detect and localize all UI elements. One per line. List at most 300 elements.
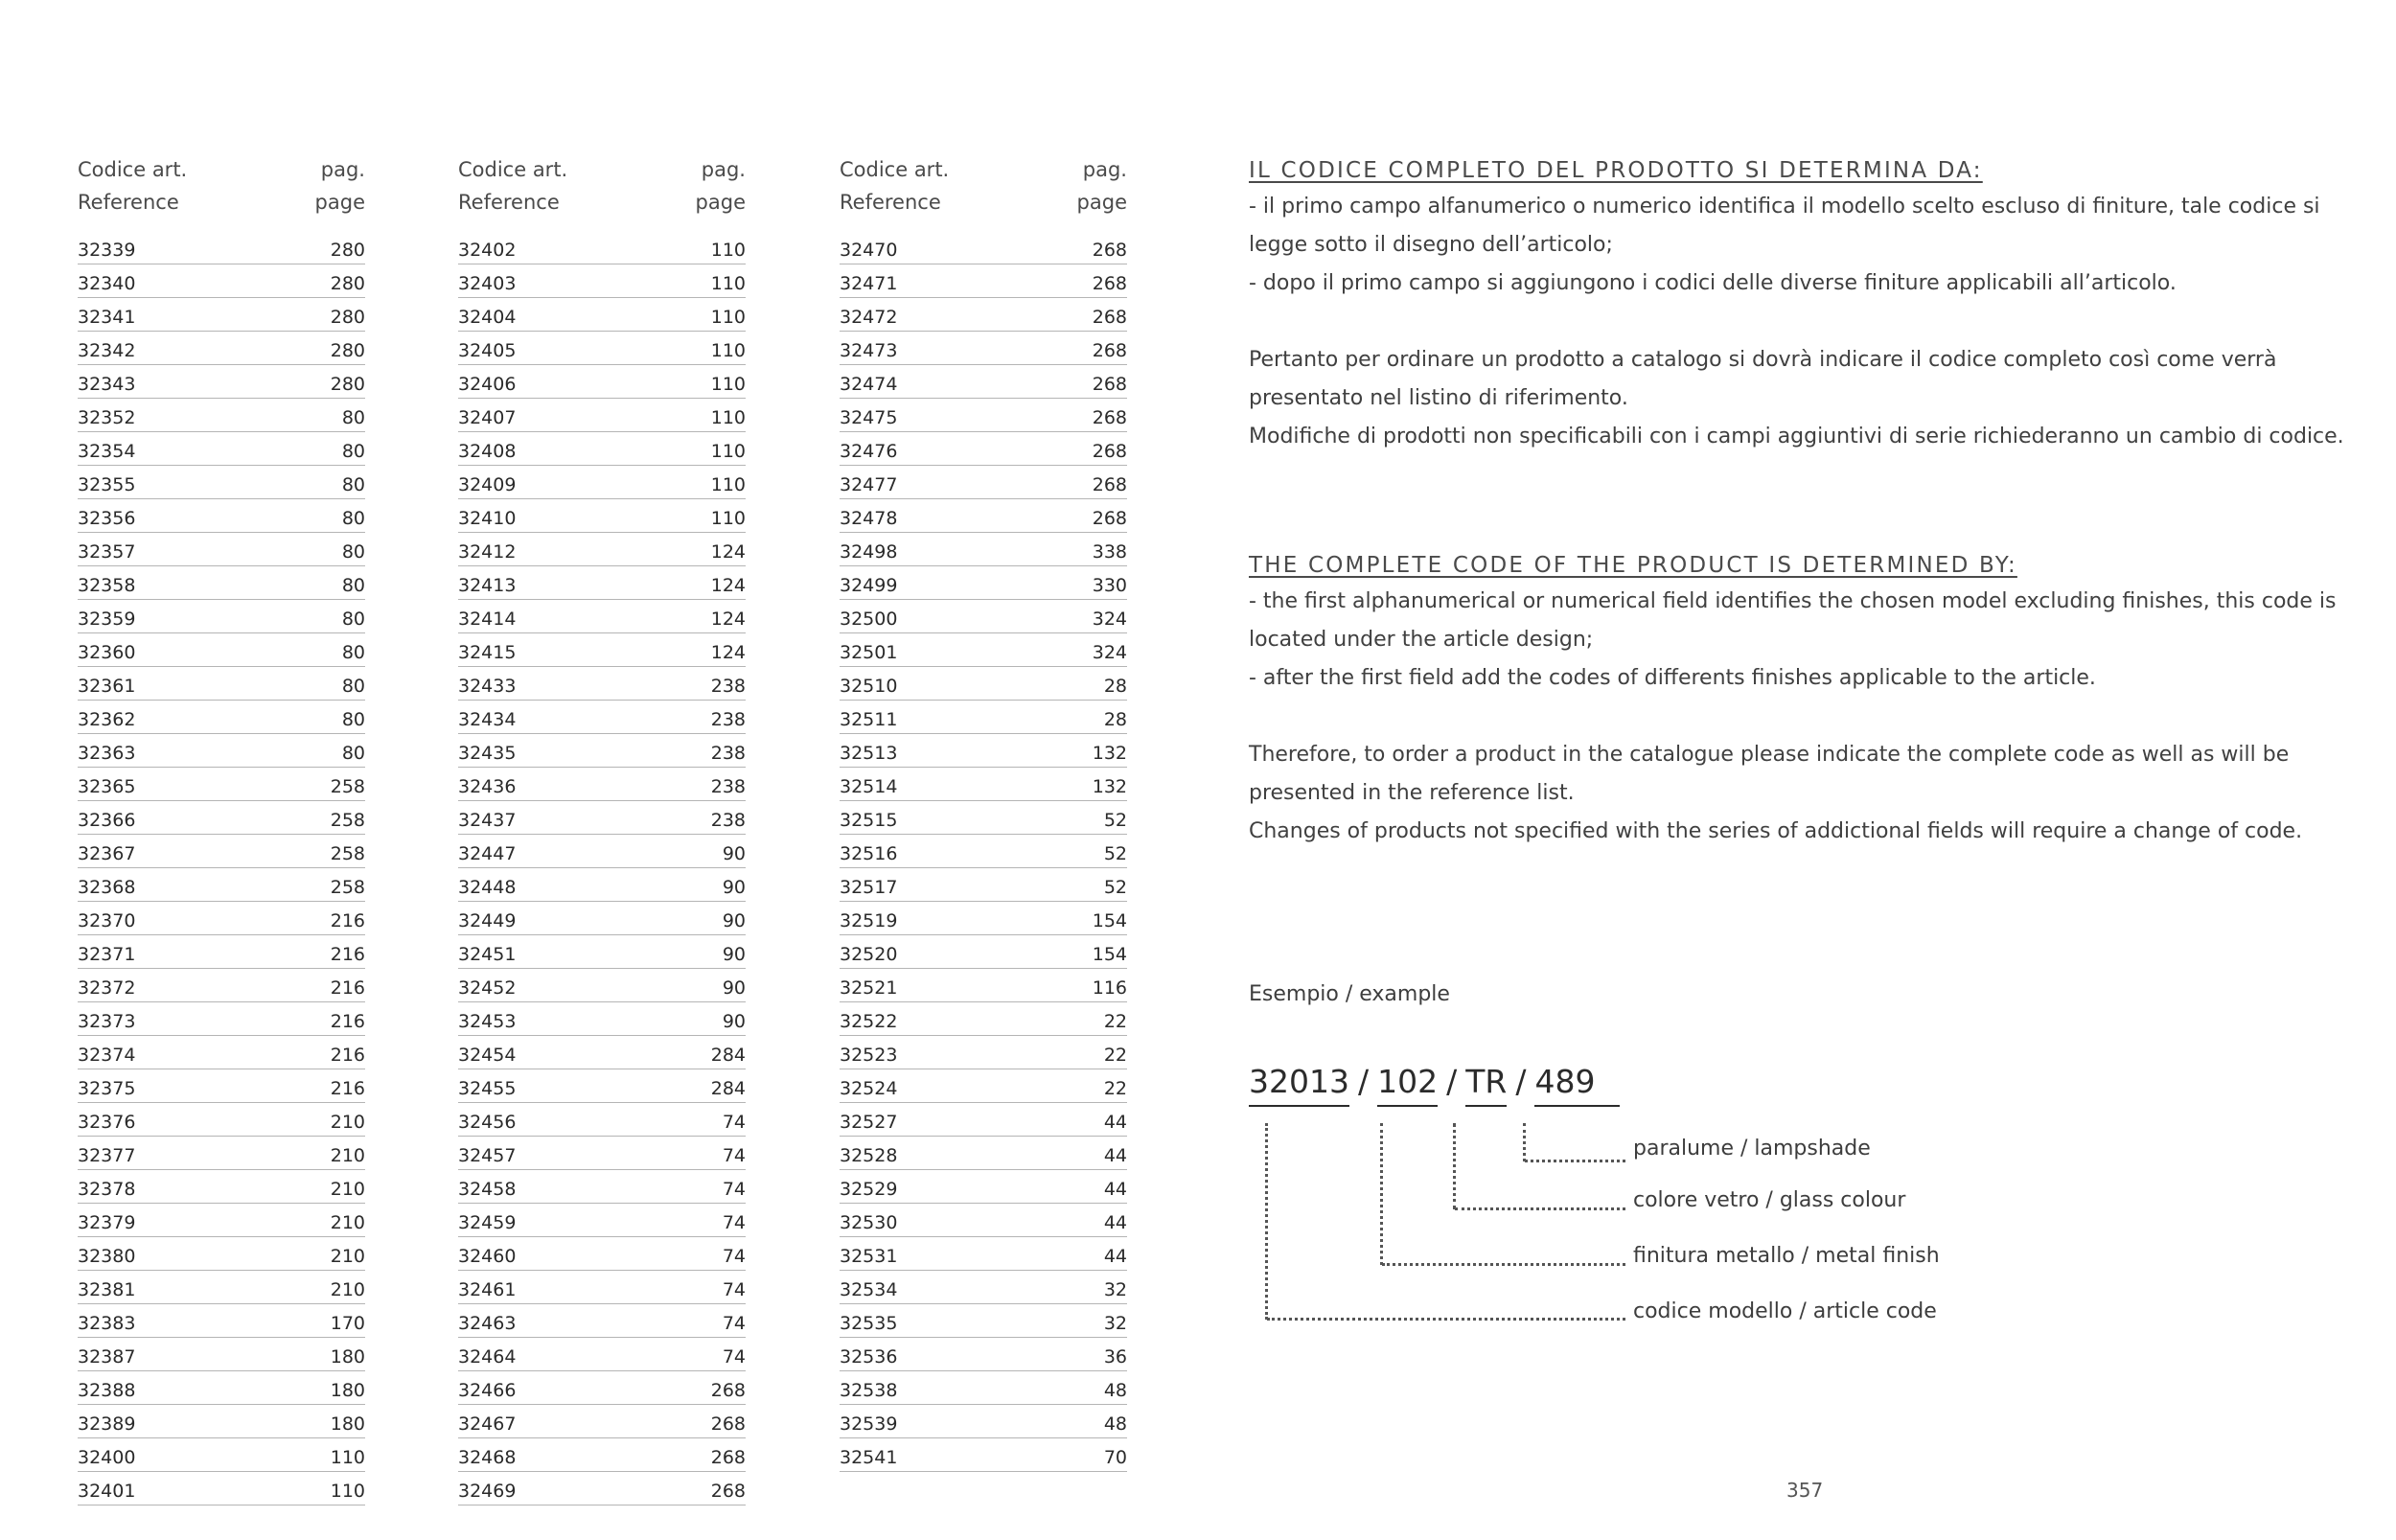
- table-row: [840, 801, 1127, 835]
- table-row: [458, 1304, 746, 1338]
- article-code: 32375: [78, 1078, 136, 1099]
- page-ref: 268: [1092, 273, 1127, 294]
- table-row: [458, 231, 746, 264]
- page-ref: 216: [330, 910, 365, 931]
- page-ref: 80: [341, 508, 365, 529]
- page-ref: 70: [1103, 1447, 1127, 1468]
- page-ref: 170: [330, 1313, 365, 1334]
- page-ref: 90: [722, 977, 746, 999]
- article-code: 32359: [78, 609, 136, 630]
- article-code: 32470: [840, 240, 898, 261]
- table-row: [840, 365, 1127, 399]
- table-row: [458, 1103, 746, 1137]
- table-row: [840, 1069, 1127, 1103]
- table-row: [458, 1036, 746, 1069]
- table-row: [458, 734, 746, 768]
- table-row: [458, 801, 746, 835]
- page-ref: 124: [710, 541, 746, 563]
- page-header-it: pag.: [1082, 158, 1127, 181]
- article-code: 32449: [458, 910, 517, 931]
- table-row: [840, 1338, 1127, 1371]
- page-ref: 74: [722, 1145, 746, 1166]
- article-code: 32510: [840, 676, 898, 697]
- page-ref: 338: [1092, 541, 1127, 563]
- page-ref: 90: [722, 843, 746, 864]
- code-separator: /: [1515, 1063, 1527, 1100]
- table-row: [458, 566, 746, 600]
- article-code: 32514: [840, 776, 898, 797]
- table-row: [78, 902, 365, 935]
- page-ref: 116: [1092, 977, 1127, 999]
- leader-glass-vertical: [1453, 1123, 1456, 1209]
- italian-heading: IL CODICE COMPLETO DEL PRODOTTO SI DETERMINA DA:: [1249, 158, 1983, 183]
- article-code: 32361: [78, 676, 136, 697]
- table-row: [458, 1338, 746, 1371]
- page-header-it: pag.: [701, 158, 746, 181]
- article-code: 32343: [78, 374, 136, 395]
- page-ref: 132: [1092, 776, 1127, 797]
- table-row: [840, 466, 1127, 499]
- page-ref: 110: [330, 1481, 365, 1502]
- english-line-1: - the first alphanumerical or numerical field identifies the chosen model excluding finishes, this code is located under the article design;: [1249, 589, 2337, 652]
- leader-metal-vertical: [1380, 1123, 1383, 1265]
- code-header-it: Codice art.: [840, 158, 950, 181]
- article-code: 32434: [458, 709, 517, 730]
- table-row: [840, 533, 1127, 566]
- italian-line-3: Pertanto per ordinare un prodotto a catalogo si dovrà indicare il codice completo così come verrà presentato nel listino di riferimento.: [1249, 348, 2277, 410]
- article-code: 32387: [78, 1346, 136, 1368]
- leader-article-horizontal: [1267, 1318, 1625, 1321]
- table-row: [78, 1137, 365, 1170]
- page-ref: 330: [1092, 575, 1127, 596]
- example-code: [1249, 1059, 1620, 1107]
- table-row: [78, 667, 365, 701]
- page-ref: 238: [710, 743, 746, 764]
- page-ref: 216: [330, 1045, 365, 1066]
- table-row: [458, 499, 746, 533]
- article-code: 32517: [840, 877, 898, 898]
- table-row: [78, 600, 365, 633]
- article-code: 32499: [840, 575, 898, 596]
- page-ref: 280: [330, 374, 365, 395]
- table-row: [78, 1405, 365, 1438]
- article-code: 32528: [840, 1145, 898, 1166]
- index-column-1: [78, 153, 365, 1506]
- page-ref: 154: [1092, 910, 1127, 931]
- table-row: [840, 332, 1127, 365]
- table-row: [840, 902, 1127, 935]
- table-row: [840, 600, 1127, 633]
- article-code: 32408: [458, 441, 517, 462]
- article-code: 32354: [78, 441, 136, 462]
- article-code: 32389: [78, 1414, 136, 1435]
- table-row: [840, 264, 1127, 298]
- leader-article-vertical: [1265, 1123, 1268, 1320]
- article-code: 32459: [458, 1212, 517, 1233]
- table-row: [840, 1271, 1127, 1304]
- table-row: [78, 466, 365, 499]
- table-row: [840, 1002, 1127, 1036]
- table-row: [840, 1237, 1127, 1271]
- table-row: [458, 264, 746, 298]
- article-code: 32433: [458, 676, 517, 697]
- article-code: 32458: [458, 1179, 517, 1200]
- article-code: 32406: [458, 374, 517, 395]
- page-ref: 28: [1103, 709, 1127, 730]
- table-row: [840, 633, 1127, 667]
- page-ref: 36: [1103, 1346, 1127, 1368]
- code-separator: /: [1357, 1063, 1370, 1100]
- table-row: [78, 1170, 365, 1204]
- article-code: 32467: [458, 1414, 517, 1435]
- page-ref: 268: [1092, 307, 1127, 328]
- article-code: 32447: [458, 843, 517, 864]
- page-ref: 268: [1092, 407, 1127, 428]
- italian-line-4: Modifiche di prodotti non specificabili con i campi aggiuntivi di serie richiederanno un cambio di codice.: [1249, 425, 2344, 448]
- article-code: 32360: [78, 642, 136, 663]
- article-code: 32368: [78, 877, 136, 898]
- page-ref: 268: [1092, 508, 1127, 529]
- page-ref: 258: [330, 810, 365, 831]
- page-ref: 32: [1103, 1313, 1127, 1334]
- table-row: [458, 1472, 746, 1506]
- article-code: 32519: [840, 910, 898, 931]
- article-code: 32372: [78, 977, 136, 999]
- article-code: 32527: [840, 1112, 898, 1133]
- article-code: 32536: [840, 1346, 898, 1368]
- table-row: [78, 768, 365, 801]
- article-code: 32475: [840, 407, 898, 428]
- page-ref: 268: [710, 1380, 746, 1401]
- page-ref: 110: [710, 508, 746, 529]
- page-ref: 80: [341, 441, 365, 462]
- article-code: 32474: [840, 374, 898, 395]
- table-row: [78, 332, 365, 365]
- table-row: [840, 499, 1127, 533]
- english-line-4: Changes of products not specified with the series of addictional fields will require a change of code.: [1249, 819, 2303, 843]
- page-ref: 74: [722, 1179, 746, 1200]
- table-row: [78, 432, 365, 466]
- table-row: [78, 1204, 365, 1237]
- article-code: 32452: [458, 977, 517, 999]
- table-row: [458, 768, 746, 801]
- article-code: 32535: [840, 1313, 898, 1334]
- table-row: [78, 1036, 365, 1069]
- article-code: 32380: [78, 1246, 136, 1267]
- index-rows: [458, 231, 746, 1506]
- page-ref: 28: [1103, 676, 1127, 697]
- table-row: [78, 298, 365, 332]
- page-ref: 268: [1092, 340, 1127, 361]
- page-ref: 210: [330, 1212, 365, 1233]
- article-code: 32511: [840, 709, 898, 730]
- table-row: [458, 1204, 746, 1237]
- table-row: [78, 1069, 365, 1103]
- table-row: [458, 466, 746, 499]
- column-header-row: [840, 153, 1127, 186]
- article-code: 32478: [840, 508, 898, 529]
- table-row: [458, 1069, 746, 1103]
- table-row: [458, 935, 746, 969]
- code-part-glass: TR: [1465, 1059, 1507, 1107]
- table-row: [78, 264, 365, 298]
- table-row: [458, 399, 746, 432]
- page-ref: 280: [330, 273, 365, 294]
- code-part-article: 32013: [1249, 1059, 1349, 1107]
- table-row: [840, 231, 1127, 264]
- article-code: 32515: [840, 810, 898, 831]
- article-code: 32520: [840, 944, 898, 965]
- article-code: 32357: [78, 541, 136, 563]
- page-ref: 268: [1092, 441, 1127, 462]
- article-code: 32541: [840, 1447, 898, 1468]
- article-code: 32409: [458, 474, 517, 495]
- code-header-it: Codice art.: [78, 158, 188, 181]
- table-row: [78, 1304, 365, 1338]
- page-ref: 74: [722, 1313, 746, 1334]
- page-ref: 284: [710, 1045, 746, 1066]
- page-ref: 110: [710, 273, 746, 294]
- article-code: 32376: [78, 1112, 136, 1133]
- legend-article-code: codice modello / article code: [1633, 1299, 1937, 1323]
- table-row: [840, 835, 1127, 868]
- english-section: [1249, 548, 2356, 851]
- article-code: 32437: [458, 810, 517, 831]
- code-separator: /: [1446, 1063, 1458, 1100]
- page-ref: 132: [1092, 743, 1127, 764]
- page-ref: 268: [710, 1414, 746, 1435]
- table-row: [458, 600, 746, 633]
- table-row: [840, 566, 1127, 600]
- article-code: 32400: [78, 1447, 136, 1468]
- index-rows: [78, 231, 365, 1506]
- page-ref: 180: [330, 1346, 365, 1368]
- article-code: 32534: [840, 1279, 898, 1300]
- article-code: 32522: [840, 1011, 898, 1032]
- article-code: 32473: [840, 340, 898, 361]
- page-ref: 80: [341, 676, 365, 697]
- table-row: [78, 1237, 365, 1271]
- table-row: [458, 835, 746, 868]
- page-ref: 280: [330, 307, 365, 328]
- table-row: [78, 1371, 365, 1405]
- page-ref: 80: [341, 609, 365, 630]
- page-ref: 268: [1092, 240, 1127, 261]
- page-ref: 80: [341, 541, 365, 563]
- page-ref: 52: [1103, 877, 1127, 898]
- table-row: [458, 533, 746, 566]
- article-code: 32412: [458, 541, 517, 563]
- article-code: 32477: [840, 474, 898, 495]
- article-code: 32367: [78, 843, 136, 864]
- article-code: 32435: [458, 743, 517, 764]
- table-row: [458, 1405, 746, 1438]
- table-row: [78, 1338, 365, 1371]
- page-ref: 210: [330, 1246, 365, 1267]
- table-row: [78, 1271, 365, 1304]
- page-ref: 44: [1103, 1246, 1127, 1267]
- article-code: 32523: [840, 1045, 898, 1066]
- article-code: 32404: [458, 307, 517, 328]
- table-row: [78, 231, 365, 264]
- article-code: 32340: [78, 273, 136, 294]
- article-code: 32454: [458, 1045, 517, 1066]
- article-code: 32358: [78, 575, 136, 596]
- article-code: 32472: [840, 307, 898, 328]
- page-ref: 210: [330, 1112, 365, 1133]
- article-code: 32388: [78, 1380, 136, 1401]
- leader-metal-horizontal: [1382, 1263, 1625, 1266]
- table-row: [78, 1438, 365, 1472]
- page-ref: 22: [1103, 1011, 1127, 1032]
- table-row: [840, 1405, 1127, 1438]
- page-ref: 110: [710, 307, 746, 328]
- leader-lampshade-vertical: [1523, 1123, 1526, 1161]
- page-ref: 238: [710, 776, 746, 797]
- code-part-metal: 102: [1377, 1059, 1438, 1107]
- page-ref: 22: [1103, 1078, 1127, 1099]
- table-row: [840, 935, 1127, 969]
- article-code: 32362: [78, 709, 136, 730]
- table-row: [78, 633, 365, 667]
- table-row: [840, 1304, 1127, 1338]
- leader-glass-horizontal: [1455, 1207, 1625, 1210]
- table-row: [78, 499, 365, 533]
- article-code: 32538: [840, 1380, 898, 1401]
- code-header-it: Codice art.: [458, 158, 568, 181]
- article-code: 32539: [840, 1414, 898, 1435]
- page-ref: 180: [330, 1414, 365, 1435]
- page-ref: 90: [722, 877, 746, 898]
- page-ref: 80: [341, 642, 365, 663]
- article-code: 32498: [840, 541, 898, 563]
- code-header-en: Reference: [458, 191, 560, 214]
- page-ref: 74: [722, 1112, 746, 1133]
- table-row: [78, 566, 365, 600]
- column-header-row: [78, 153, 365, 186]
- article-code: 32366: [78, 810, 136, 831]
- column-header-row: [458, 186, 746, 218]
- article-code: 32370: [78, 910, 136, 931]
- article-code: 32381: [78, 1279, 136, 1300]
- page-ref: 110: [710, 441, 746, 462]
- leader-lampshade-horizontal: [1525, 1160, 1625, 1162]
- table-row: [458, 902, 746, 935]
- article-code: 32524: [840, 1078, 898, 1099]
- article-code: 32401: [78, 1481, 136, 1502]
- table-row: [840, 399, 1127, 432]
- article-code: 32414: [458, 609, 517, 630]
- table-row: [78, 701, 365, 734]
- article-code: 32339: [78, 240, 136, 261]
- article-code: 32464: [458, 1346, 517, 1368]
- page-ref: 44: [1103, 1212, 1127, 1233]
- table-row: [78, 835, 365, 868]
- table-row: [458, 1438, 746, 1472]
- italian-line-1: - il primo campo alfanumerico o numerico identifica il modello scelto escluso di finiture, tale codice si legge sotto il disegno dell’articolo;: [1249, 195, 2320, 257]
- page-ref: 80: [341, 709, 365, 730]
- table-row: [78, 1103, 365, 1137]
- article-code: 32410: [458, 508, 517, 529]
- article-code: 32363: [78, 743, 136, 764]
- page-ref: 48: [1103, 1380, 1127, 1401]
- table-row: [840, 868, 1127, 902]
- page-number: 357: [1786, 1479, 1824, 1502]
- italian-line-2: - dopo il primo campo si aggiungono i codici delle diverse finiture applicabili all’articolo.: [1249, 271, 2177, 295]
- page-ref: 110: [710, 474, 746, 495]
- article-code: 32374: [78, 1045, 136, 1066]
- table-row: [78, 1472, 365, 1506]
- column-header-row: [458, 153, 746, 186]
- table-row: [840, 298, 1127, 332]
- table-row: [840, 1371, 1127, 1405]
- article-code: 32415: [458, 642, 517, 663]
- article-code: 32521: [840, 977, 898, 999]
- article-code: 32402: [458, 240, 517, 261]
- page-ref: 258: [330, 877, 365, 898]
- table-row: [840, 768, 1127, 801]
- article-code: 32342: [78, 340, 136, 361]
- article-code: 32453: [458, 1011, 517, 1032]
- article-code: 32379: [78, 1212, 136, 1233]
- page-ref: 74: [722, 1346, 746, 1368]
- page-ref: 74: [722, 1279, 746, 1300]
- article-code: 32413: [458, 575, 517, 596]
- italian-section: [1249, 153, 2356, 456]
- page-ref: 280: [330, 340, 365, 361]
- page-ref: 80: [341, 743, 365, 764]
- page-ref: 238: [710, 810, 746, 831]
- page-ref: 280: [330, 240, 365, 261]
- page-ref: 238: [710, 709, 746, 730]
- page-ref: 210: [330, 1145, 365, 1166]
- page-header-en: page: [314, 191, 365, 214]
- table-row: [458, 868, 746, 902]
- index-column-2: [458, 153, 746, 1506]
- page-ref: 216: [330, 1078, 365, 1099]
- table-row: [78, 533, 365, 566]
- article-code: 32457: [458, 1145, 517, 1166]
- table-row: [458, 1170, 746, 1204]
- article-code: 32378: [78, 1179, 136, 1200]
- article-code: 32383: [78, 1313, 136, 1334]
- article-code: 32451: [458, 944, 517, 965]
- table-row: [78, 1002, 365, 1036]
- page-ref: 90: [722, 1011, 746, 1032]
- article-code: 32436: [458, 776, 517, 797]
- page-ref: 268: [1092, 474, 1127, 495]
- page-ref: 238: [710, 676, 746, 697]
- page-ref: 324: [1092, 642, 1127, 663]
- article-code: 32466: [458, 1380, 517, 1401]
- legend-glass-colour: colore vetro / glass colour: [1633, 1188, 1906, 1212]
- article-code: 32407: [458, 407, 517, 428]
- page-ref: 258: [330, 843, 365, 864]
- page-ref: 80: [341, 474, 365, 495]
- table-row: [840, 432, 1127, 466]
- column-header-row: [840, 186, 1127, 218]
- page-ref: 74: [722, 1246, 746, 1267]
- page-header-en: page: [695, 191, 746, 214]
- article-code: 32405: [458, 340, 517, 361]
- page-ref: 258: [330, 776, 365, 797]
- page-ref: 216: [330, 944, 365, 965]
- article-code: 32531: [840, 1246, 898, 1267]
- table-row: [78, 399, 365, 432]
- table-row: [458, 969, 746, 1002]
- column-header-row: [78, 186, 365, 218]
- page-ref: 110: [710, 340, 746, 361]
